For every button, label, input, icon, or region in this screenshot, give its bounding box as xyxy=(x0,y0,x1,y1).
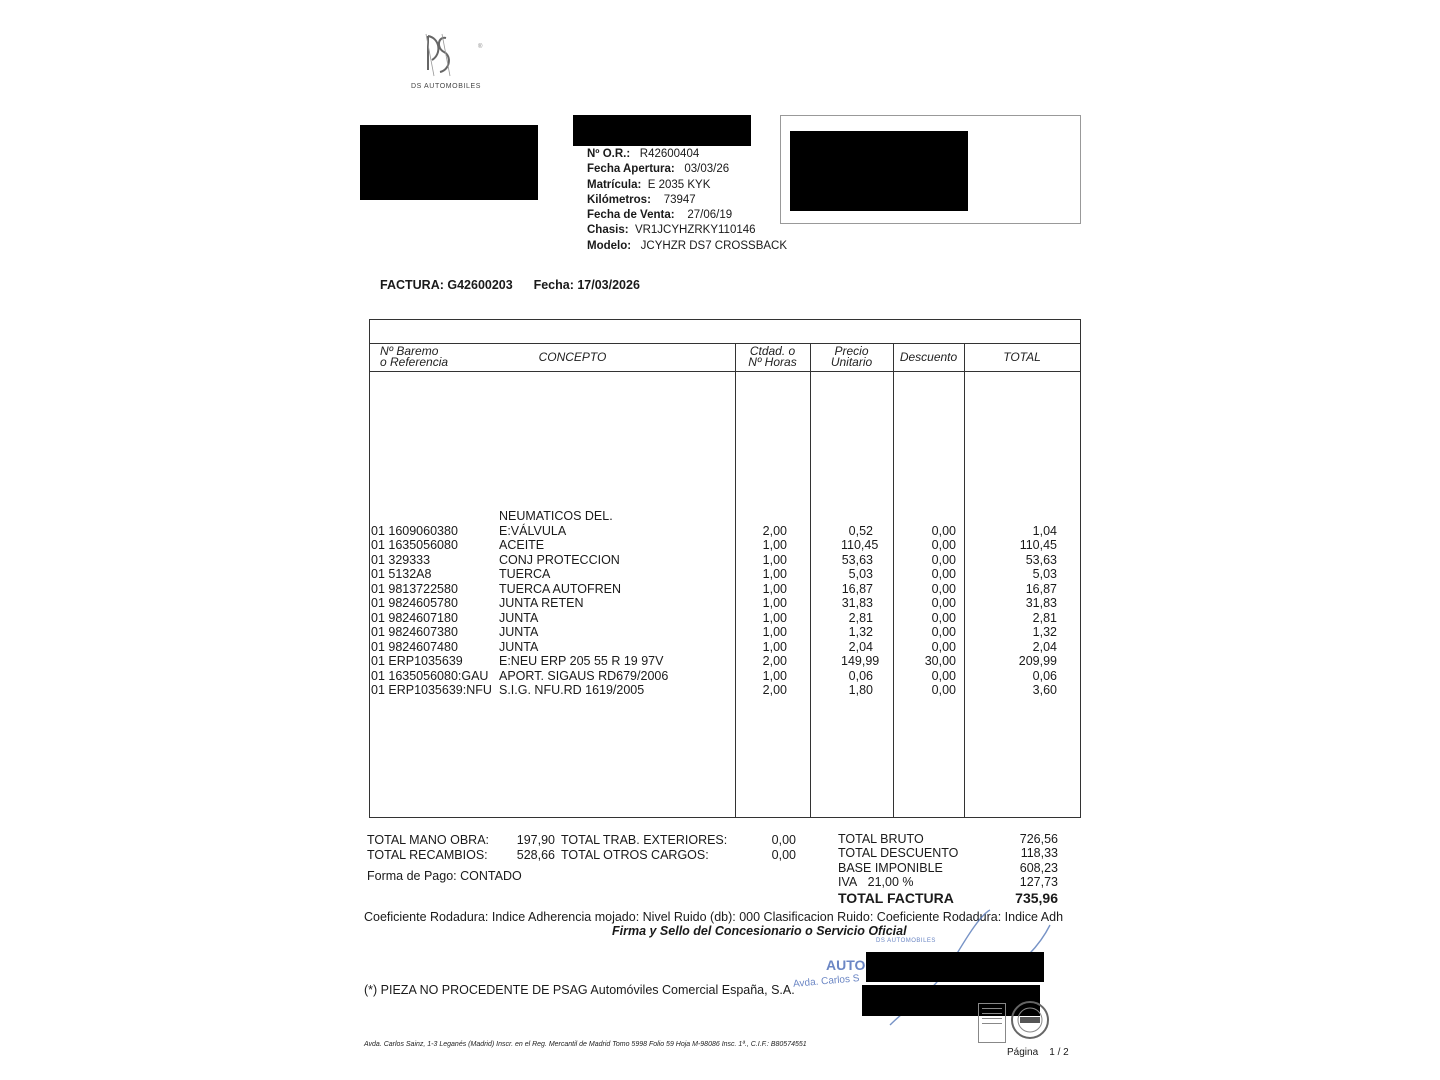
table-rule xyxy=(370,371,1080,372)
stamp-address: Avda. Carlos S xyxy=(792,973,860,990)
item-qty: 1,00 xyxy=(762,610,787,625)
total-otros-label: TOTAL OTROS CARGOS: xyxy=(561,848,709,862)
item-qty: 1,00 xyxy=(762,625,787,639)
item-concepto: APORT. SIGAUS RD679/2006 xyxy=(499,668,669,683)
total-mano-obra-value: 197,90 xyxy=(516,833,555,847)
item-discount: 30,00 xyxy=(924,654,956,668)
item-qty: 1,00 xyxy=(762,581,787,596)
firma-sello: Firma y Sello del Concesionario o Servicio Oficial xyxy=(612,924,907,938)
total-otros-value: 0,00 xyxy=(771,848,796,862)
item-qty: 2,00 xyxy=(762,683,787,697)
item-ref: 01 9824605780 xyxy=(371,596,458,610)
total-factura-label: TOTAL FACTURA xyxy=(838,890,954,906)
item-discount: 0,00 xyxy=(931,581,956,596)
iva-text: IVA xyxy=(838,875,858,889)
item-concepto: S.I.G. NFU.RD 1619/2005 xyxy=(499,683,645,697)
or-value: R42600404 xyxy=(639,148,700,160)
invoice-header xyxy=(380,278,640,292)
column-divider xyxy=(810,343,811,817)
factura-number: G42600203 xyxy=(447,278,513,292)
item-discount: 0,00 xyxy=(931,523,956,538)
item-total: 53,63 xyxy=(1025,552,1057,567)
total-descuento-label: TOTAL DESCUENTO xyxy=(838,846,959,860)
item-qty: 2,00 xyxy=(762,654,787,668)
header-total xyxy=(964,343,1080,371)
chasis-label: Chasis: xyxy=(587,224,629,237)
item-price: 5,03 xyxy=(848,567,873,581)
fecha-label: Fecha: xyxy=(533,278,574,292)
item-concepto: E:NEU ERP 205 55 R 19 97V xyxy=(499,654,664,668)
item-discount: 0,00 xyxy=(931,625,956,639)
fecha-value: 17/03/2026 xyxy=(577,278,640,292)
item-discount: 0,00 xyxy=(931,567,956,581)
header-precio xyxy=(810,343,893,371)
item-concepto: TUERCA xyxy=(499,567,551,581)
header-ref-line2: o Referencia xyxy=(380,355,449,369)
item-price: 16,87 xyxy=(841,581,873,596)
item-total: 16,87 xyxy=(1025,581,1057,596)
vehicle-info xyxy=(587,147,787,254)
item-ref: 01 9813722580 xyxy=(371,581,458,596)
pieza-note: (*) PIEZA NO PROCEDENTE DE PSAG Automóviles Comercial España, S.A. xyxy=(364,983,795,997)
item-qty: 1,00 xyxy=(762,552,787,567)
item-discount: 0,00 xyxy=(931,668,956,683)
forma-pago xyxy=(367,869,522,883)
certification-seal-icon xyxy=(1010,1000,1050,1040)
total-bruto-label: TOTAL BRUTO xyxy=(838,832,924,846)
item-ref: 01 1609060380 xyxy=(371,523,458,538)
item-discount: 0,00 xyxy=(931,552,956,567)
column-divider xyxy=(735,343,736,817)
item-concepto: TUERCA AUTOFREN xyxy=(499,581,622,596)
iva-rate: 21,00 % xyxy=(867,875,914,889)
iva-value: 127,73 xyxy=(1019,875,1058,889)
item-concepto: E:VÁLVULA xyxy=(499,523,567,538)
apertura-value: 03/03/26 xyxy=(684,163,730,176)
matricula-value: E 2035 KYK xyxy=(647,178,711,191)
item-price: 2,04 xyxy=(848,639,873,654)
header-concepto xyxy=(490,343,655,371)
item-total: 1,32 xyxy=(1032,625,1057,639)
item-total: 1,04 xyxy=(1032,523,1057,538)
base-imponible-value: 608,23 xyxy=(1019,861,1058,875)
apertura-label: Fecha Apertura: xyxy=(587,163,675,176)
venta-value: 27/06/19 xyxy=(687,209,733,222)
item-qty: 1,00 xyxy=(762,596,787,610)
item-ref: 01 5132A8 xyxy=(371,567,432,581)
item-ref: 01 ERP1035639 xyxy=(371,654,463,668)
header-price-line1: Precio xyxy=(834,344,869,358)
factura-label: FACTURA: xyxy=(380,278,444,292)
total-mano-obra-label: TOTAL MANO OBRA: xyxy=(367,833,490,847)
group-title: NEUMATICOS DEL. xyxy=(499,509,613,523)
total-bruto-value: 726,56 xyxy=(1019,832,1058,846)
item-total: 31,83 xyxy=(1025,596,1057,610)
items-table xyxy=(369,319,1081,818)
forma-pago-label: Forma de Pago: xyxy=(367,869,457,883)
item-total: 3,60 xyxy=(1032,683,1057,697)
total-factura-value: 735,96 xyxy=(1015,890,1058,906)
item-ref: 01 329333 xyxy=(371,552,431,567)
pagina-value: 1 / 2 xyxy=(1049,1047,1069,1058)
item-concepto: JUNTA xyxy=(499,610,539,625)
item-price: 2,81 xyxy=(848,610,873,625)
logo-text: DS AUTOMOBILES xyxy=(410,83,482,90)
item-price: 1,80 xyxy=(848,683,873,697)
modelo-label: Modelo: xyxy=(587,239,632,252)
item-price: 0,52 xyxy=(848,523,873,538)
item-total: 0,06 xyxy=(1032,668,1057,683)
certification-seal xyxy=(978,1003,1006,1043)
header-cantidad xyxy=(735,343,810,371)
item-qty: 1,00 xyxy=(762,567,787,581)
coeficiente-note: Coeficiente Rodadura: Indice Adherencia mojado: Nivel Ruido (db): 000 Clasificacion Ruido: Coeficiente Rodadura: Indice Adh xyxy=(364,910,1064,924)
column-divider xyxy=(893,343,894,817)
redacted-block xyxy=(573,115,751,146)
header-descuento-text: Descuento xyxy=(899,349,958,364)
km-value: 73947 xyxy=(663,193,696,206)
matricula-label: Matrícula: xyxy=(587,178,642,191)
ds-logo xyxy=(398,30,494,94)
item-price: 31,83 xyxy=(841,596,873,610)
header-qty-line2: Nº Horas xyxy=(748,355,797,369)
ds-logo-icon xyxy=(398,30,494,80)
item-total: 5,03 xyxy=(1032,567,1057,581)
item-discount: 0,00 xyxy=(931,610,956,625)
header-referencia xyxy=(370,343,510,371)
redacted-block xyxy=(790,131,968,211)
column-divider xyxy=(964,343,965,817)
chasis-value: VR1JCYHZRKY110146 xyxy=(634,224,756,237)
header-price-line2: Unitario xyxy=(830,355,873,369)
page-number xyxy=(1007,1047,1069,1058)
item-price: 53,63 xyxy=(841,552,873,567)
header-descuento xyxy=(893,343,964,371)
item-ref: 01 1635056080:GAU xyxy=(371,668,489,683)
item-price: 0,06 xyxy=(848,668,873,683)
item-concepto: ACEITE xyxy=(499,538,545,552)
total-descuento-value: 118,33 xyxy=(1020,846,1058,860)
item-qty: 1,00 xyxy=(762,668,787,683)
modelo-value: JCYHZR DS7 CROSSBACK xyxy=(640,239,788,252)
iva-label xyxy=(838,875,914,889)
stamp-auto: AUTO xyxy=(826,957,866,973)
total-recambios-value: 528,66 xyxy=(516,848,555,862)
item-concepto: JUNTA xyxy=(499,625,539,639)
item-concepto: CONJ PROTECCION xyxy=(499,552,620,567)
item-ref: 01 9824607180 xyxy=(371,610,458,625)
base-imponible-label: BASE IMPONIBLE xyxy=(838,861,943,875)
total-recambios-label: TOTAL RECAMBIOS: xyxy=(367,848,488,862)
item-concepto: JUNTA RETEN xyxy=(499,596,584,610)
item-price: 110,45 xyxy=(841,538,879,552)
item-concepto: JUNTA xyxy=(499,639,539,654)
item-total: 2,04 xyxy=(1032,639,1057,654)
item-total: 110,45 xyxy=(1019,538,1057,552)
item-ref: 01 9824607480 xyxy=(371,639,458,654)
header-qty-line1: Ctdad. o xyxy=(749,344,796,358)
item-ref: 01 9824607380 xyxy=(371,625,458,639)
item-ref: 01 ERP1035639:NFU xyxy=(371,683,492,697)
header-concepto-text: CONCEPTO xyxy=(538,349,607,364)
company-footer: Avda. Carlos Sainz, 1-3 Leganés (Madrid) Inscr. en el Reg. Mercantil de Madrid Tomo 5998 Folio 59 Hoja M-98086 Insc. 1ª., C.I.F.: B80574551 xyxy=(364,1041,807,1048)
forma-pago-value: CONTADO xyxy=(460,869,522,883)
or-label: Nº O.R.: xyxy=(587,148,631,160)
item-price: 149,99 xyxy=(841,654,880,668)
item-discount: 0,00 xyxy=(931,538,956,552)
item-total: 209,99 xyxy=(1018,654,1057,668)
item-total: 2,81 xyxy=(1032,610,1057,625)
venta-label: Fecha de Venta: xyxy=(587,209,675,222)
item-qty: 1,00 xyxy=(762,538,787,552)
item-discount: 0,00 xyxy=(931,639,956,654)
item-qty: 2,00 xyxy=(762,523,787,538)
item-discount: 0,00 xyxy=(931,683,956,697)
redacted-block xyxy=(360,125,538,200)
item-price: 1,32 xyxy=(848,625,873,639)
total-trab-ext-value: 0,00 xyxy=(771,833,796,847)
stamp-brand: DS AUTOMOBILES xyxy=(876,938,936,944)
item-discount: 0,00 xyxy=(931,596,956,610)
item-qty: 1,00 xyxy=(762,639,787,654)
total-trab-ext-label: TOTAL TRAB. EXTERIORES: xyxy=(561,833,728,847)
item-ref: 01 1635056080 xyxy=(371,538,458,552)
header-total-text: TOTAL xyxy=(1003,349,1041,364)
svg-text:®: ® xyxy=(478,44,483,50)
km-label: Kilómetros: xyxy=(587,193,651,206)
header-ref-line1: Nº Baremo xyxy=(380,344,439,358)
redacted-block xyxy=(866,952,1044,982)
pagina-label: Página xyxy=(1007,1047,1039,1058)
